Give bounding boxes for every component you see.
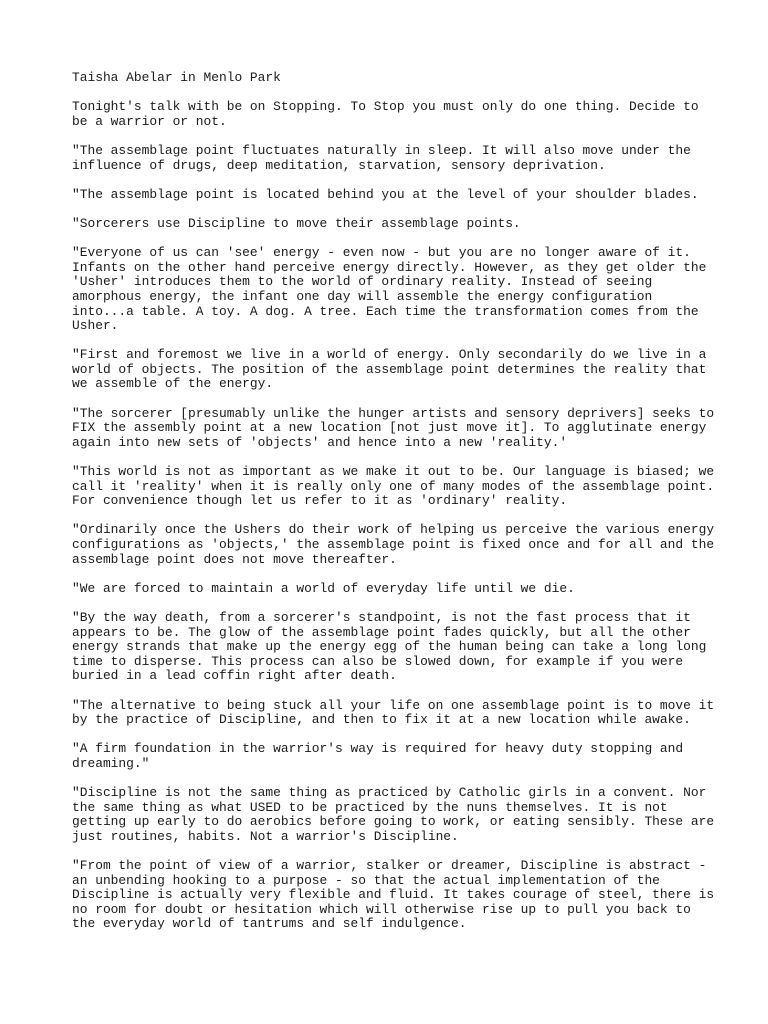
text-line: "This world is not as important as we make it out to be. Our language is biased; we — [72, 464, 715, 480]
text-line: call it 'reality' when it is really only one of many modes of the assemblage point. — [72, 478, 715, 494]
text-line: "The assemblage point is located behind you at the level of your shoulder blades. — [72, 186, 699, 202]
paragraph — [72, 464, 715, 509]
text-line: by the practice of Discipline, and then to fix it at a new location while awake. — [72, 712, 691, 728]
paragraph — [72, 522, 715, 567]
paragraph — [72, 188, 712, 203]
paragraph — [72, 246, 712, 334]
text-line: an unbending hooking to a purpose - so that the actual implementation of the — [72, 872, 660, 888]
text-line: "Ordinarily once the Ushers do their work of helping us perceive the various energy — [72, 522, 715, 538]
paragraph — [72, 217, 712, 232]
text-line: just routines, habits. Not a warrior's Discipline. — [72, 828, 459, 844]
paragraph — [72, 348, 712, 392]
text-line: again into new sets of 'objects' and hence into a new 'reality.' — [72, 434, 568, 450]
paragraph — [72, 742, 712, 771]
text-line: 'Usher' introduces them to the world of ordinary reality. Instead of seeing — [72, 274, 653, 290]
text-line: "From the point of view of a warrior, stalker or dreamer, Discipline is abstract - — [72, 858, 707, 874]
text-line: we assemble of the energy. — [72, 376, 274, 392]
text-line: be a warrior or not. — [72, 113, 227, 129]
text-line: assemblage point does not move thereafter. — [72, 551, 397, 567]
text-line: time to disperse. This process can also be slowed down, for example if you were — [72, 653, 684, 669]
text-line: "Everyone of us can 'see' energy - even now - but you are no longer aware of it. — [72, 245, 691, 261]
text-line: configurations as 'objects,' the assemblage point is fixed once and for all and the — [72, 537, 715, 552]
text-line: energy strands that make up the energy egg of the human being can take a long long — [72, 639, 707, 655]
text-line: For convenience though let us refer to it as 'ordinary' reality. — [72, 493, 568, 509]
paragraph — [72, 785, 715, 844]
text-line: Infants on the other hand perceive energy directly. However, as they get older the — [72, 259, 707, 275]
text-line: "The alternative to being stuck all your life on one assemblage point is to move it — [72, 697, 715, 713]
paragraph — [72, 144, 712, 173]
text-line: amorphous energy, the infant one day will assemble the energy configuration — [72, 288, 653, 304]
text-line: Discipline is actually very flexible and fluid. It takes courage of steel, there is — [72, 887, 715, 903]
paragraph — [72, 405, 715, 451]
text-line: "The assemblage point fluctuates naturally in sleep. It will also move under the — [72, 142, 691, 158]
paragraph — [72, 611, 712, 684]
paragraph — [72, 582, 712, 597]
text-line: "Sorcerers use Discipline to move their assemblage points. — [72, 215, 521, 231]
text-line: buried in a lead coffin right after death. — [72, 668, 397, 684]
text-line: getting up early to do aerobics before going to work, or eating sensibly. These are — [72, 814, 715, 830]
document-page — [72, 70, 715, 947]
document-body — [72, 99, 715, 932]
text-line: "First and foremost we live in a world of energy. Only secondarily do we live in a — [72, 347, 707, 363]
text-line: "By the way death, from a sorcerer's standpoint, is not the fast process that it — [72, 609, 691, 625]
text-line: "A firm foundation in the warrior's way is required for heavy duty stopping and — [72, 741, 684, 757]
text-line: appears to be. The glow of the assemblage point fades quickly, but all the other — [72, 624, 691, 640]
text-line: Usher. — [72, 318, 119, 334]
text-line: "The sorcerer [presumably unlike the hunger artists and sensory deprivers] seeks to — [72, 405, 715, 421]
paragraph — [72, 858, 715, 932]
text-line: FIX the assembly point at a new location [not just move it]. To agglutinate energy — [72, 420, 707, 436]
text-line: "We are forced to maintain a world of everyday life until we die. — [72, 580, 575, 596]
text-line: the same thing as what USED to be practiced by the nuns themselves. It is not — [72, 799, 668, 815]
text-line: into...a table. A toy. A dog. A tree. Each time the transformation comes from the — [72, 303, 699, 319]
document-title: Taisha Abelar in Menlo Park — [72, 70, 281, 85]
text-line: no room for doubt or hesitation which will otherwise rise up to pull you back to — [72, 901, 691, 917]
text-line: influence of drugs, deep meditation, starvation, sensory deprivation. — [72, 157, 606, 173]
text-line: the everyday world of tantrums and self indulgence. — [72, 916, 467, 932]
paragraph — [72, 697, 715, 728]
text-line: Tonight's talk with be on Stopping. To Stop you must only do one thing. Decide to — [72, 99, 699, 115]
text-line: dreaming." — [72, 755, 150, 771]
paragraph — [72, 100, 712, 129]
text-line: world of objects. The position of the assemblage point determines the reality that — [72, 361, 707, 377]
text-line: "Discipline is not the same thing as practiced by Catholic girls in a convent. Nor — [72, 785, 707, 801]
